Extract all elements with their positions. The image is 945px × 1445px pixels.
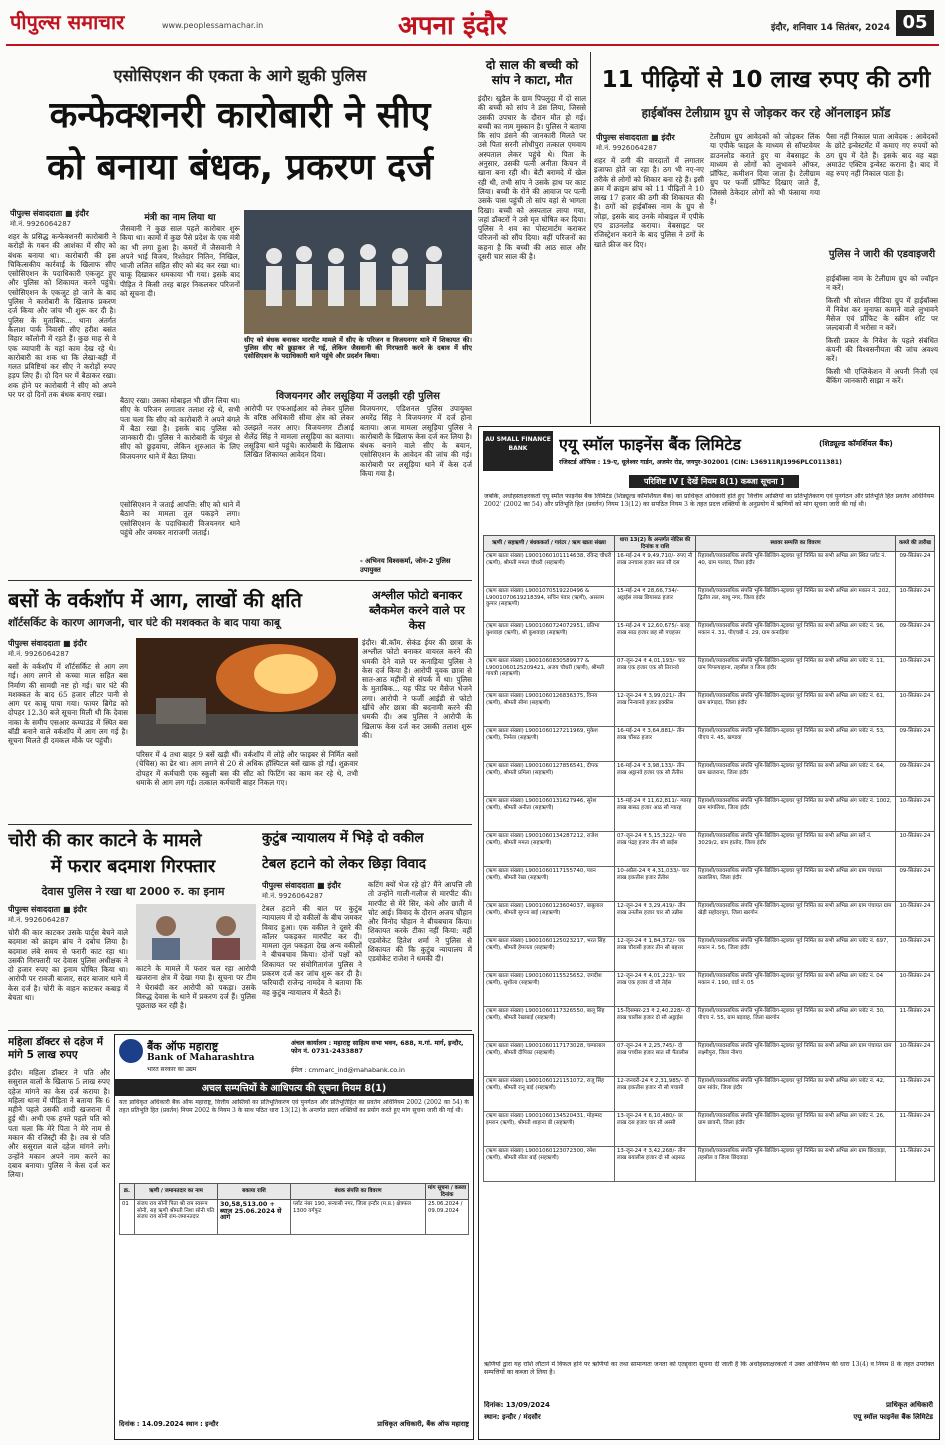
- borrower-cell: (ऋण खाता संख्या) L9001060123604037, बाबूलाल (ऋणी), श्रीमती सुगना बाई (सहऋणी): [484, 902, 615, 937]
- mobile: मो.नं. 9926064287: [596, 144, 658, 152]
- notice-cell: 16-मई-24 ₹ 3,64,881/- तीन लाख चौंसठ हजार: [615, 727, 696, 762]
- property-cell: रिहायशी/व्यावसायिक संपत्ति भूमि-बिल्डिंग-स्ट्रक्चर पूर्व निर्मित का सभी अभिन्न अंग प्लॉट नं. 04 मकान नं. 190, वार्ड नं. 05: [696, 972, 896, 1007]
- advisory-item: किसी भी एप्लिकेशन में अपनी निजी एवं बैंकिंग जानकारी साझा न करें।: [826, 366, 938, 385]
- headline-line2: में फरार बदमाश गिरफ्तार: [50, 856, 216, 877]
- notice-cell: 12-जून-24 ₹ 3,29,419/- तीन लाख उनतीस हजार चार सौ उन्नीस: [615, 902, 696, 937]
- notice-title: अचल सम्पत्तियों के आधिपत्य की सूचना नियम 8(1): [115, 1079, 473, 1096]
- headline-line2: टेबल हटाने को लेकर छिड़ा विवाद: [262, 856, 426, 872]
- story-bus-fire: [8, 584, 358, 820]
- story-text-col4: आरोपी पर एफआईआर को लेकर पुलिस के वरिष्ठ अधिकारी सीमा क्षेत्र को लेकर उलझते नजर आए। विजयनगर टीआई शैलेंद्र सिंह ने मामला लसूड़िया का बताया। लसूड़िया थाने पहुंचे। कारोबारी के खिलाफ लिखित शिकायत आवेदन दिया।: [244, 404, 354, 460]
- col-borrower: ऋणी / सहऋणी / बंधककर्ता / गारंटर / ऋण खाता संख्या: [484, 536, 615, 552]
- story-blackmail: [362, 584, 472, 820]
- borrower-cell: (ऋण खाता संख्या) L9001060117326550, बालू सिंह (ऋणी), श्रीमती रेखाबाई (सहऋणी): [484, 1007, 615, 1042]
- table-row: [484, 1077, 935, 1112]
- notice-cell: 12-जनवरी-24 ₹ 2,31,985/- दो लाख इकत्तीस हजार नौ सौ पचासी: [615, 1077, 696, 1112]
- cell: 30,58,513.00 + ब्याज 25.06.2024 से आगे: [218, 1200, 291, 1235]
- possession-cell: 10-सितंबर-24: [896, 937, 935, 972]
- advisory-item: हाईबॉक्स नाम के टेलीग्राम ग्रुप को ज्वॉइन न करें।: [826, 274, 938, 293]
- byline: पीपुल्स संवाददाता ■ इंदौर: [8, 639, 87, 648]
- quote-attribution: - अभिनय विश्वकर्मा, जोन-2 पुलिस उपायुक्त: [360, 557, 451, 574]
- office: अंचल कार्यालय : महाराष्ट्र साहित्य सभा भवन, 688, म.गां. मार्ग, इन्दौर, फोन नं. 0731-2433887: [291, 1039, 464, 1056]
- story-text-col5: विजयनगर, एडिशनल पुलिस उपायुक्त अमरेंद्र सिंह ने विजयनगर में दर्ज होना बताया। आज मामला लसूड़िया पुलिस ने कारोबारी के खिलाफ केस दर्ज कर लिया है। बंधक बनाने वाले सीए के बयान, एसोसिएशन के आवेदन की जांच की गई। कारोबारी पर लसूड़िया थाने में केस दर्ज किया गया है।: [360, 404, 472, 479]
- table-row: [484, 937, 935, 972]
- bom-table: [119, 1183, 469, 1273]
- table-row: [484, 587, 935, 622]
- property-cell: रिहायशी/व्यावसायिक संपत्ति भूमि-बिल्डिंग-स्ट्रक्चर पूर्व निर्मित का सभी अभिन्न अंग मकान नं. 202, द्वितीय तल, साधु नगर, जिला इंदौर: [696, 587, 896, 622]
- mobile: मो.नं. 9926064287: [8, 916, 70, 924]
- au-logo-text: AU SMALL FINANCE BANK: [485, 436, 551, 452]
- borrower-cell: (ऋण खाता संख्या) L9001060123072300, रमेश (ऋणी), श्रीमती सीता बाई (सहऋणी): [484, 1147, 615, 1182]
- advisory-list: [826, 274, 938, 420]
- headline-line1: चोरी की कार काटने के मामले: [8, 830, 202, 851]
- cell: 25.06.2024 / 09.09.2024: [426, 1200, 469, 1235]
- possession-cell: 10-सितंबर-24: [896, 797, 935, 832]
- borrower-cell: (ऋण खाता संख्या) L9001060125023217, भरत सिंह (ऋणी), श्रीमती हेमलता (सहऋणी): [484, 937, 615, 972]
- mobile: मो.नं. 9926064287: [262, 892, 324, 900]
- notice-cell: 07-जून-24 ₹ 5,15,322/- पांच लाख पंद्रह हजार तीन सौ बाईस: [615, 832, 696, 867]
- table-row: [120, 1200, 469, 1235]
- headline: बसों के वर्कशॉप में आग, लाखों की क्षति: [8, 588, 302, 612]
- possession-cell: 10-सितंबर-24: [896, 587, 935, 622]
- bom-notice: [114, 1034, 474, 1440]
- notice-cell: 15-मई-24 ₹ 12,60,675/- बारह लाख साठ हजार छह सौ पचहत्तर: [615, 622, 696, 657]
- table-row: [484, 552, 935, 587]
- story-text-col3: पैसा नहीं निकाल पाता आवेदक : आवेदकों के छोटे इन्वेस्टमेंट में कमाए गए रुपयों को ठग ग्रुप में देते हैं। इसके बाद वह बड़ा अमाउंट एक्टिव इन्वेस्ट कराना है। बाद में वह रुपए नहीं निकाल पाता है।: [826, 132, 938, 179]
- story-dowry: [8, 1034, 110, 1438]
- section-title: अपना इंदौर: [398, 11, 507, 41]
- mobile: मो.नं. 9926064287: [10, 220, 72, 228]
- property-cell: रिहायशी/व्यावसायिक संपत्ति भूमि-बिल्डिंग-स्ट्रक्चर पूर्व निर्मित का सभी अभिन्न अंग प्लॉट नं. 26, ग्राम छावनी, जिला इंदौर: [696, 1112, 896, 1147]
- story-snake-bite: [478, 52, 586, 424]
- possession-cell: 11-सितंबर-24: [896, 1007, 935, 1042]
- headline-line1: कन्फेक्शनरी कारोबारी ने सीए: [49, 95, 431, 136]
- deck: शॉर्टसर्किट के कारण आगजनी, चार घंटे की मशक्कत के बाद पाया काबू: [8, 617, 281, 629]
- property-cell: रिहायशी/व्यावसायिक संपत्ति भूमि-बिल्डिंग-स्ट्रक्चर पूर्व निर्मित का सभी अभिन्न अंग स्थित प्लॉट नं. 40, ग्राम पालदा, जिला इंदौर: [696, 552, 896, 587]
- possession-cell: 09-सितंबर-24: [896, 727, 935, 762]
- head-cell: क्र.: [120, 1184, 135, 1200]
- story-court-lawyers: [262, 828, 472, 1028]
- advisory-title: पुलिस ने जारी की एडवाइजरी: [828, 249, 936, 260]
- story-text: इंदौर। बी.कॉम. सेकंड ईयर की छात्रा के अश्लील फोटो बनाकर वायरल करने की धमकी देने वाले पर कनाड़िया पुलिस ने केस दर्ज किया है। आरोपी युवक छात्रा से सात-आठ महीनों से संपर्क में था। पुलिस के मुताबिक... यह फीड पर मैसेज भेजने लगा। आरोपी ने फर्जी आईडी से फोटो खींचे और छात्रा की बदनामी करने की धमकी दी। अब पुलिस ने आरोपी के खिलाफ केस दर्ज कर उसकी तलाश शुरू की।: [362, 638, 472, 740]
- borrower-cell: (ऋण खाता संख्या) L9001060101114638, रविन्द्र चौधरी (ऋणी), श्रीमती ममता चौधरी (सहऋणी): [484, 552, 615, 587]
- property-cell: रिहायशी/व्यावसायिक संपत्ति भूमि-बिल्डिंग-स्ट्रक्चर पूर्व निर्मित का सभी अभिन्न अंग प्लॉट नं. 96, मकान नं. 31, पीएचबी नं. 29, ग्राम कनाड़िया: [696, 622, 896, 657]
- possession-cell: 10-सितंबर-24: [896, 1042, 935, 1077]
- possession-cell: 11-सितंबर-24: [896, 1112, 935, 1147]
- subhead-minister: मंत्री का नाम लिया था: [144, 213, 216, 223]
- people-group-icon: [244, 210, 472, 334]
- headline: महिला डॉक्टर से दहेज में मांगे 5 लाख रुपए: [8, 1036, 103, 1061]
- property-cell: रिहायशी/व्यावसायिक संपत्ति भूमि-बिल्डिंग-स्ट्रक्चर पूर्व निर्मित का सभी अभिन्न अंग प्लॉट नं. 64, ग्राम खजराना, जिला इंदौर: [696, 762, 896, 797]
- table-row: [484, 797, 935, 832]
- reg-office: रजिस्टर्ड ऑफिस : 19-ए, धूलेश्वर गार्डन, अजमेर रोड, जयपुर-302001 (CIN: L36911RJ1996PLC011381): [559, 459, 842, 466]
- story-text-col1: चोरी की कार काटकर उसके पार्ट्स बेचने वाले बदमाश को क्राइम ब्रांच ने दबोच लिया है। बदमाश लंबे समय से फरारी काट रहा था। उसकी गिरफ्तारी पर देवास पुलिस अधीक्षक ने दो हजार रुपए का इनाम घोषित किया था। आरोपी पर रावजी बाजार, सदर बाजार थाने में केस दर्ज है। चोरी के वाहन काटकर कबाड़ में बेचता था।: [8, 928, 128, 1003]
- website: www.peoplessamachar.in: [162, 21, 264, 30]
- notice-table: [483, 535, 935, 1315]
- table-row: [484, 692, 935, 727]
- signatory-title: प्राधिकृत अधिकारी: [885, 1401, 933, 1409]
- borrower-cell: (ऋण खाता संख्या) L9001060127856541, दीपक (ऋणी), श्रीमती प्रमिला (सहऋणी): [484, 762, 615, 797]
- notice-cell: 13-जून-24 ₹ 6,10,480/- छः लाख दस हजार चार सौ अस्सी: [615, 1112, 696, 1147]
- deck: देवास पुलिस ने रखा था 2000 रु. का इनाम: [41, 885, 225, 898]
- story-text-col2: टेलीग्राम ग्रुप आवेदकों को जोड़कर लिंक या एपीके फाइल के माध्यम से सॉफ्टवेयर डाउनलोड कराते हुए या वेबसाइट के माध्यम से लोगों को लुभावने ऑफर, प्रॉफिट, कमीशन दिया जाता है। टेलीग्राम ग्रुप पर फर्जी प्रॉफिट दिखाए जाते हैं, जिससे ठेकेदार लोगों को भी फंसाया गया है।: [710, 132, 820, 207]
- property-cell: रिहायशी/व्यावसायिक संपत्ति भूमि-बिल्डिंग-स्ट्रक्चर पूर्व निर्मित का सभी अभिन्न अंग प्लॉट नं. 1002, ग्राम मांगलिया, जिला इंदौर: [696, 797, 896, 832]
- notice-cell: 07-जून-24 ₹ 2,25,745/- दो लाख पच्चीस हजार सात सौ पैंतालीस: [615, 1042, 696, 1077]
- notice-cell: 12-जून-24 ₹ 4,01,223/- चार लाख एक हजार दो सौ तेईस: [615, 972, 696, 1007]
- borrower-cell: (ऋण खाता संख्या) L9001060117173028, चम्पालाल (ऋणी), श्रीमती दीपिका (सहऋणी): [484, 1042, 615, 1077]
- table-row: [484, 622, 935, 657]
- story-text-col1: टेबल हटाने की बात पर कुटुंब न्यायालय में दो वकीलों के बीच जमकर विवाद हुआ। एक वकील ने दूसरे की कॉलर पकड़कर मारपीट कर दी। मामला तूल पकड़ता देख अन्य वकीलों ने बीचबचाव किया। दोनों पक्षों को शिकायत पर संयोगितागंज पुलिस ने प्रकरण दर्ज कर जांच शुरू कर दी है। फरियादी राजेन्द्र नामदेव ने बताया कि वह कुटुंब न्यायालय में बैठते हैं।: [262, 904, 362, 997]
- bank-name: एयू स्मॉल फाइनेंस बैंक लिमिटेड: [559, 435, 741, 454]
- property-cell: रिहायशी/व्यावसायिक संपत्ति भूमि-बिल्डिंग-स्ट्रक्चर पूर्व निर्मित का सभी अभिन्न अंग ग्राम पंचायत ग्राम खेड़ी सहोदरपुरा, जिला खरगोन: [696, 902, 896, 937]
- bank-sub: (शिड्यूल्ड कॉमर्शियल बैंक): [819, 439, 893, 448]
- possession-cell: 09-सितंबर-24: [896, 622, 935, 657]
- signatory-bank: एयू स्मॉल फाइनेंस बैंक लिमिटेड: [853, 1413, 933, 1421]
- possession-cell: 11-सितंबर-24: [896, 1147, 935, 1182]
- appendix-title: परिशिष्ट IV [ देखें नियम 8(1) कब्जा सूचना ]: [629, 475, 799, 488]
- property-cell: रिहायशी/व्यावसायिक संपत्ति भूमि-बिल्डिंग-स्ट्रक्चर पूर्व निर्मित का सभी अभिन्न अंग प्लॉट नं. 42, ग्राम सांवेर, जिला इंदौर: [696, 1077, 896, 1112]
- ca-protest-photo: [244, 210, 472, 334]
- table-row: [484, 727, 935, 762]
- headline-line1: कुटुंब न्यायालय में भिड़े दो वकील: [262, 830, 424, 846]
- possession-cell: 10-सितंबर-24: [896, 902, 935, 937]
- notice-cell: 12-जून-24 ₹ 3,99,021/- तीन लाख निन्यानवे हजार इक्कीस: [615, 692, 696, 727]
- story-text: इंदौर। महिला डॉक्टर ने पति और ससुराल वालों के खिलाफ 5 लाख रुपए दहेज मांगने का केस दर्ज कराया है। महिला थाना में पीड़िता ने बताया कि 6 महीने पहले उसकी शादी खजराना में हुई थी। अभी एक हफ्ते पहले पति को पता चला कि मेरे पिता ने मेरे नाम से मकान की रजिस्ट्री की है। तब से पति और ससुराल वाले दहेज मांगने लगे। उन्होंने मकान अपने नाम करने का दबाव बनाया। पुलिस ने केस दर्ज कर लिया।: [8, 1068, 110, 1180]
- story-car-theft: [8, 828, 258, 1028]
- masthead: [0, 0, 945, 44]
- possession-cell: 10-सितंबर-24: [896, 972, 935, 1007]
- notice-cell: 12-जून-24 ₹ 1,84,372/- एक लाख चौरासी हजार तीन सौ बहत्तर: [615, 937, 696, 972]
- headline: अश्लील फोटो बनाकर ब्लैकमेल करने वाले पर केस: [369, 588, 465, 632]
- col-notice: धारा 13(2) के अन्तर्गत नोटिस की दिनांक व राशि: [615, 536, 696, 552]
- property-cell: रिहायशी/व्यावसायिक संपत्ति भूमि-बिल्डिंग-स्ट्रक्चर पूर्व निर्मित का सभी अभिन्न अंग ग्राम पंचायत कछालिया, जिला इंदौर: [696, 867, 896, 902]
- bom-footer: दिनांक : 14.09.2024 स्थान : इन्दौर: [119, 1420, 219, 1428]
- photo-caption: सीए को बंधक बनाकर मारपीट मामले में सीए के परिजन व विजयनगर थाने में शिकायत की। पुलिस सीए को छुड़ाकर ले गई, लेकिन जैसवानी की गिरफ्तारी करने के दबाव में सीए एसोसिएशन के पदाधिकारी थाने पहुंचे और प्रदर्शन किया।: [244, 336, 472, 361]
- intro-text: जबकि, अधोहस्ताक्षरकर्ता एयू स्मॉल फाइनेंस बैंक लिमिटेड (शिड्यूल्ड कॉमर्शियल बैंक) का प्राधिकृत अधिकारी होते हुए 'वित्तीय आस्तियों का प्रतिभूतिकरण एवं पुनर्गठन और प्रतिभूति हित प्रवर्तन अधिनियम 2002' (2002 का 54) और प्रतिभूति हित (प्रवर्तन) नियम 13(12) का सपठित नियम 3 के तहत प्रदत्त शक्तियों के अनुप्रयोग में ऋणियों को मांग सूचना जारी की गई थी।: [484, 493, 934, 508]
- borrower-cell: (ऋण खाता संख्या) L9001070519220496 & L9001070619218394, सचिन पंवार (ऋणी), असलम कुमार (सहऋणी): [484, 587, 615, 622]
- paper-logo: पीपुल्स समाचार: [10, 10, 125, 34]
- borrower-cell: (ऋण खाता संख्या) L9001060127211969, मुकेश (ऋणी), निर्मला (सहऋणी): [484, 727, 615, 762]
- notice-cell: 16-मई-24 ₹ 3,98,133/- तीन लाख अट्ठानवे हजार एक सौ तैंतीस: [615, 762, 696, 797]
- bom-table-grid: [119, 1183, 469, 1235]
- email: ईमेल : cmmarc_ind@mahabank.co.in: [291, 1066, 405, 1074]
- property-cell: रिहायशी/व्यावसायिक संपत्ति भूमि-बिल्डिंग-स्ट्रक्चर पूर्व निर्मित का सभी अभिन्न अंग प्लॉट नं. 53, पीएच नं. 45, खण्डवा: [696, 727, 896, 762]
- property-cell: रिहायशी/व्यावसायिक संपत्ति भूमि-बिल्डिंग-स्ट्रक्चर पूर्व निर्मित का सभी अभिन्न अंग ग्राम पंचायत ग्राम लक्ष्मीपुरा, जिला नीमच: [696, 1042, 896, 1077]
- deck: हाईबॉक्स टेलीग्राम ग्रुप से जोड़कर कर रहे ऑनलाइन फ्रॉड: [641, 106, 891, 120]
- notice-place: स्थान: इन्दौर / मंदसौर: [484, 1413, 541, 1421]
- notice-cell: 07-जून-24 ₹ 4,01,193/- चार लाख एक हजार एक सौ तिरानवे: [615, 657, 696, 692]
- notice-table-grid: [483, 535, 935, 1182]
- borrower-cell: (ऋण खाता संख्या) L9001060115525652, जगदीश (ऋणी), सुशीला (सहऋणी): [484, 972, 615, 1007]
- table-row: [484, 1007, 935, 1042]
- col-property: स्थावर सम्पत्ति का विवरण: [696, 536, 896, 552]
- headline: दो साल की बच्ची को सांप ने काटा, मौत: [485, 58, 579, 87]
- borrower-cell: (ऋण खाता संख्या) L9001060121151072, राजू सिंह (ऋणी), श्रीमती रानू बाई (सहऋणी): [484, 1077, 615, 1112]
- tagline: भारत सरकार का उद्यम: [147, 1066, 197, 1073]
- story-ca-hostage: [8, 50, 472, 578]
- possession-cell: 09-सितंबर-24: [896, 867, 935, 902]
- story-text-col1: शहर में ठगी की वारदातों में लगातार इजाफा होते जा रहा है। ठग भी नए-नए तरीके से लोगों को शिकार बना रहे हैं। इसी क्रम में क्राइम ब्रांच को 11 पीढ़ितों ने 10 लाख 17 हजार की ठगी की शिकायत की है। ठगों को हाईबॉक्स नाम के ग्रुप से जोड़ा, इसके बाद उनके मोबाइल में एपीके एप डाउनलोड कराया। वेबसाइट पर रजिस्ट्रेशन कराने के बाद पुलिस ने ठगों के खाते फ्रीज कर दिए।: [594, 156, 704, 249]
- advisory-item: किसी भी सोशल मीडिया ग्रुप में हाईबॉक्स में निवेश कर मुनाफा कमाने वाले लुभावने मैसेज एवं प्रॉफिट के स्क्रीन शॉट पर जल्दबाजी में भरोसा न करें।: [826, 295, 938, 333]
- subhead-police: विजयनगर और लसूड़िया में उलझी रही पुलिस: [276, 391, 440, 402]
- table-row: [484, 1112, 935, 1147]
- borrower-cell: (ऋण खाता संख्या) L9001060134287212, राजेश (ऋणी), श्रीमती ममता (सहऋणी): [484, 832, 615, 867]
- head-cell: ऋणी / जमानतदार का नाम: [135, 1184, 218, 1200]
- story-text-col2: काटने के मामले में फरार चल रहा आरोपी खजराना क्षेत्र में देखा गया है। सूचना पर टीम ने घेराबंदी कर आरोपी को पकड़ा। उसके विरुद्ध देवास के थाने में प्रकरण दर्ज हैं। पुलिस पूछताछ कर रही है।: [136, 964, 256, 1011]
- story-text-col3a: बैठाए रखा। उसका मोबाइल भी छीन लिया था। सीए के परिजन लगातार तलाश रहे थे, सभी पता चला कि सीए को कारोबारी ने अपने बंगले में बैठा रखा है। इसके बाद पुलिस को जानकारी दी। पुलिस ने कारोबारी के चंगुल से सीए को छुड़वाया, लेकिन शुरुआत के लिए विजयनगर थाने में बैठा लिया।: [120, 396, 240, 461]
- story-text: इंदौर। खुडैल के ग्राम पिपलुदा में दो साल की बच्ची को सांप ने डंस लिया, जिससे उसकी उपचार के दौरान मौत हो गई। बच्ची का नाम मुस्कान है। पुलिस ने बताया कि सांप डंसने की जानकारी मिलते पर उसे पिता सरनी लोधीपुरा तत्काल एमवाय अस्पताल लेकर पहुंचे थे। पिता के अनुसार, उसकी पत्नी अनीता किचन में खाना बना रही थी। बेटी बरामदे में खेल रही थी, तभी सांप ने उसके हाथ पर काट लिया। बच्ची के रोने की आवाज पर पत्नी उसके पास पहुंची तो सांप वहां से भागता दिखा। बच्ची को अस्पताल लाया गया, जहां डॉक्टरों ने उसे मृत घोषित कर दिया। पुलिस ने शव का पोस्टमार्टम कराकर परिजनों को सौंप दिया। वहीं परिजनों का कहना है कि बच्ची की आठ साल और दूसरी चार साल की है।: [478, 94, 586, 262]
- person-icon: [136, 904, 256, 960]
- cell: 01: [120, 1200, 135, 1235]
- au-bank-notice: [478, 426, 940, 1440]
- bank-name: बैंक ऑफ महाराष्ट्र: [147, 1040, 219, 1053]
- table-row: [484, 902, 935, 937]
- table-row: [484, 867, 935, 902]
- cell: संजय राय सोनी पिता श्री राम स्वरूप सोनी, सह ऋणी श्रीमती निशा सोनी पति संजय राय सोनी राम-जमानतदार: [135, 1200, 218, 1235]
- advisory-item: किसी प्रकार के निवेश के पहले संबंधित कंपनी की विश्वसनीयता की जांच अवश्य करें।: [826, 335, 938, 364]
- fire-photo: [136, 638, 358, 746]
- accused-photos: [136, 904, 256, 960]
- possession-cell: 11-सितंबर-24: [896, 1077, 935, 1112]
- story-online-fraud: [594, 52, 938, 424]
- flame-icon: [136, 638, 358, 746]
- dateline: इंदौर, शनिवार 14 सितंबर, 2024: [771, 23, 890, 33]
- col-possession: कब्जे की तारीख: [896, 536, 935, 552]
- byline: पीपुल्स संवाददाता ■ इंदौर: [262, 881, 341, 890]
- bom-logo: [119, 1039, 143, 1063]
- headline-line2: को बनाया बंधक, प्रकरण दर्ज: [47, 147, 433, 188]
- story-text-col3b: एसोसिएशन ने जताई आपत्ति: सीए को थाने में बैठाने का मामला तूल पकड़ने लगा। एसोसिएशन के पदाधिकारी विजयनगर थाने पहुंचे और जमकर नाराजगी जताई।: [120, 500, 240, 537]
- borrower-cell: (ऋण खाता संख्या) L9001060117155740, पवन (ऋणी), श्रीमती रेखा (सहऋणी): [484, 867, 615, 902]
- notice-date: दिनांक: 13/09/2024: [484, 1401, 550, 1409]
- photo-caption: परिसर में 4 तथा बाहर 9 बसें खड़ी थीं। वर्कशॉप में लोहे और फाइबर से निर्मित बसों (चेचिस) का ढेर था। आग लगने से 20 से अधिक हॉस्पिटल बसें खाक हो गईं। शुक्रवार दोपहर में कर्मचारी एक स्कूली बस की सीट को फिटिंग का काम कर रहे थे, तभी धमाके से आग लग गई। तत्काल कर्मचारी बाहर निकल गए।: [136, 750, 358, 787]
- property-cell: रिहायशी/व्यावसायिक संपत्ति भूमि-बिल्डिंग-स्ट्रक्चर पूर्व निर्मित का सभी अभिन्न अंग प्लॉट नं. 697, मकान नं. 56, जिला इंदौर: [696, 937, 896, 972]
- table-row: [484, 1042, 935, 1077]
- head-cell: मांग सूचना / कब्जा दिनांक: [426, 1184, 469, 1200]
- table-row: [484, 832, 935, 867]
- table-row: [484, 657, 935, 692]
- page-number: 05: [896, 10, 934, 36]
- borrower-cell: (ऋण खाता संख्या) L9001060134520431, मोहम्मद इमरान (ऋणी), श्रीमती शाहाना बी (सहऋणी): [484, 1112, 615, 1147]
- kicker: एसोसिएशन की एकता के आगे झुकी पुलिस: [113, 66, 367, 85]
- possession-cell: 10-सितंबर-24: [896, 832, 935, 867]
- au-logo: [483, 431, 553, 471]
- mobile: मो.नं. 9926064287: [8, 650, 70, 658]
- property-cell: रिहायशी/व्यावसायिक संपत्ति भूमि-बिल्डिंग-स्ट्रक्चर पूर्व निर्मित का सभी अभिन्न अंग सर्वे नं. 3029/2, ग्राम हातोद, जिला इंदौर: [696, 832, 896, 867]
- head-cell: बकाया राशि: [218, 1184, 291, 1200]
- bom-signatory: प्राधिकृत अधिकारी, बैंक ऑफ महाराष्ट्र: [377, 1420, 469, 1428]
- possession-cell: 09-सितंबर-24: [896, 762, 935, 797]
- head-cell: बंधक संपत्ति का विवरण: [291, 1184, 426, 1200]
- notice-body: यतः प्राधिकृत अधिकारी बैंक ऑफ महाराष्ट्र, वित्तीय आस्तियों का प्रतिभूतिकरण एवं पुनर्गठन और प्रतिभूतिहित का प्रवर्तन अधिनियम 2002 (2002 का 54) के तहत प्रतिभूति हित (प्रवर्तन) नियम 2002 के नियम 3 के साथ पठित धारा 13(12) के अन्तर्गत प्रदत्त शक्तियों का प्रयोग करते हुए मांग सूचना जारी की गई थी।: [119, 1099, 469, 1114]
- bank-name-en: Bank of Maharashtra: [147, 1053, 255, 1063]
- story-text: बसों के वर्कशॉप में शॉर्टसर्किट से आग लग गई। आग लगने से कच्चा माल सहित बस निर्माण की सामग्री नष्ट हो गई। चार घंटे की मशक्कत के बाद 65 हजार लीटर पानी से आग पर काबू पाया गया। फायर ब्रिगेड को दोपहर 12.30 बजे सूचना मिली थी कि देवास नाका के समीप एसआर कम्पाउंड में स्थित बस बॉडी बनाने वाले वर्कशॉप में आग लग गई है। सूचना मिलते ही दमकल मौके पर पहुंची।: [8, 662, 128, 746]
- table-row: [484, 972, 935, 1007]
- story-text-col1: शहर के प्रसिद्ध कन्फेक्शनरी कारोबारी ने करोड़ों के गबन की आशंका में सीए को बंधक बनाया था। कारोबारी की इस चिकित्सकीय कार्रवाई के खिलाफ सीए एसोसिएशन के पदाधिकारी एकजुट हुए और पुलिस को शिकायत करने पहुंचे। एसोसिएशन के एकजुट हो जाने के बाद पुलिस ने कारोबारी के खिलाफ प्रकरण दर्ज किया और जांच भी शुरू कर दी है। पुलिस के मुताबिक... थाना अंतर्गत कैलाश पार्क निवासी सीए हरीश बसंत विहार कॉलोनी में रहते हैं। कुछ माह से वे एक व्यापारी के यहां काम देख रहे थे। कारोबारी का शक था कि लेखा-बही में गलत प्रविष्टियां कर सीए ने करोड़ों रुपए हड़प लिए हैं। दो दिन घर में बैठाकर रखा। शक होने पर कारोबारी ने सीए को अपने घर पर दो दिनों तक बंधक बनाए रखा।: [8, 232, 116, 400]
- notice-footer: ऋणियों द्वारा यह राशि लौटाने में विफल होने पर ऋणियों का तथा सामान्यतः जनता को एतद्द्वारा सूचना दी जाती है कि अधोहस्ताक्षरकर्ता ने उक्त अधिनियम की धारा 13(4) व नियम 8 के तहत उपरोक्त सम्पत्तियों का कब्जा ले लिया है।: [484, 1361, 934, 1376]
- byline: पीपुल्स संवाददाता ■ इंदौर: [596, 133, 675, 142]
- property-cell: रिहायशी/व्यावसायिक संपत्ति भूमि-बिल्डिंग-स्ट्रक्चर पूर्व निर्मित का सभी अभिन्न अंग प्लॉट नं. 30, पीएच नं. 55, ग्राम बड़वाह, जिला खरगोन: [696, 1007, 896, 1042]
- notice-cell: 10-अप्रैल-24 ₹ 4,31,033/- चार लाख इकत्तीस हजार तैंतीस: [615, 867, 696, 902]
- notice-cell: 15-मई-24 ₹ 28,66,734/- अट्ठाईस लाख छियासठ हजार: [615, 587, 696, 622]
- notice-cell: 13-जून-24 ₹ 3,42,268/- तीन लाख बयालीस हजार दो सौ अड़सठ: [615, 1147, 696, 1182]
- headline: 11 पीढ़ियों से 10 लाख रुपए की ठगी: [601, 67, 931, 93]
- property-cell: रिहायशी/व्यावसायिक संपत्ति भूमि-बिल्डिंग-स्ट्रक्चर पूर्व निर्मित का सभी अभिन्न अंग प्लॉट नं. 11, ग्राम पिपल्याहाना, तहसील व जिला इंदौर: [696, 657, 896, 692]
- possession-cell: 09-सितंबर-24: [896, 552, 935, 587]
- borrower-cell: (ऋण खाता संख्या) L9001060830589977 & L9001060125209421, अजय चौधरी (ऋणी), श्रीमती गायत्री (सहऋणी): [484, 657, 615, 692]
- property-cell: रिहायशी/व्यावसायिक संपत्ति भूमि-बिल्डिंग-स्ट्रक्चर पूर्व निर्मित का सभी अभिन्न अंग प्लॉट नं. 61, ग्राम बांगड़दा, जिला इंदौर: [696, 692, 896, 727]
- byline: पीपुल्स संवाददाता ■ इंदौर: [8, 905, 87, 914]
- table-row: [484, 762, 935, 797]
- byline: पीपुल्स संवाददाता ■ इंदौर: [10, 209, 89, 218]
- borrower-cell: (ऋण खाता संख्या) L9001060131627946, सुरेश (ऋणी), श्रीमती अनीता (सहऋणी): [484, 797, 615, 832]
- story-text-col2: कटिंग क्यों भेज रहे हो? मैंने आपत्ति ली तो उन्होंने गाली-गलौज से मारपीट की। मारपीट से मेरे सिर, कंधे और छाती में चोट आई। विवाद के दौरान अजय चौहान और विनोद चौहान ने बीचबचाव किया। शिकायत करके टीका नहीं किया: वहीं एडवोकेट हितेश शर्मा ने पुलिस से शिकायत की कि कुटुंब न्यायालय में एडवोकेट राजेश ने धमकी दी।: [368, 880, 472, 964]
- possession-cell: 10-सितंबर-24: [896, 657, 935, 692]
- possession-cell: 10-सितंबर-24: [896, 692, 935, 727]
- story-text-col2: जैसवानी ने कुछ साल पहले कारोबार शुरू किया था। कामों में कुछ पैसे प्रदेश के एक मंत्री का भी लगा हुआ है। कमरों में जैसवानी ने अपने भाई विजय, रिश्तेदार नितिन, निखिल, भाजी ललित सहित सीए को बंद कर रखा था। चाकू दिखाकर धमकाया भी गया। इसके बाद पीड़ित ने किसी तरह बाहर निकलकर परिजनों को सूचना दी।: [120, 224, 240, 299]
- notice-cell: 16-मई-24 ₹ 9,49,710/- रुपए नौ लाख उनचास हजार सात सौ दस: [615, 552, 696, 587]
- notice-cell: 15-दिसम्बर-23 ₹ 2,40,228/- दो लाख चालीस हजार दो सौ अट्ठाईस: [615, 1007, 696, 1042]
- borrower-cell: (ऋण खाता संख्या) L9001060724072951, प्रतिभा कुशवाहा (ऋणी), श्री कुशवाहा (सहऋणी): [484, 622, 615, 657]
- table-row: [484, 1147, 935, 1182]
- notice-cell: 15-मई-24 ₹ 11,62,811/- ग्यारह लाख बासठ हजार आठ सौ ग्यारह: [615, 797, 696, 832]
- borrower-cell: (ऋण खाता संख्या) L9001060126836375, विनय (ऋणी), श्रीमती सीमा (सहऋणी): [484, 692, 615, 727]
- property-cell: रिहायशी/व्यावसायिक संपत्ति भूमि-बिल्डिंग-स्ट्रक्चर पूर्व निर्मित का सभी अभिन्न अंग ग्राम छिंदवाड़ा, तहसील व जिला छिंदवाड़ा: [696, 1147, 896, 1182]
- cell: प्लॉट नंबर 190, सन्यासी नगर, जिला इन्दौर (म.प्र.) क्षेत्रफल 1300 वर्गफुट: [291, 1200, 426, 1235]
